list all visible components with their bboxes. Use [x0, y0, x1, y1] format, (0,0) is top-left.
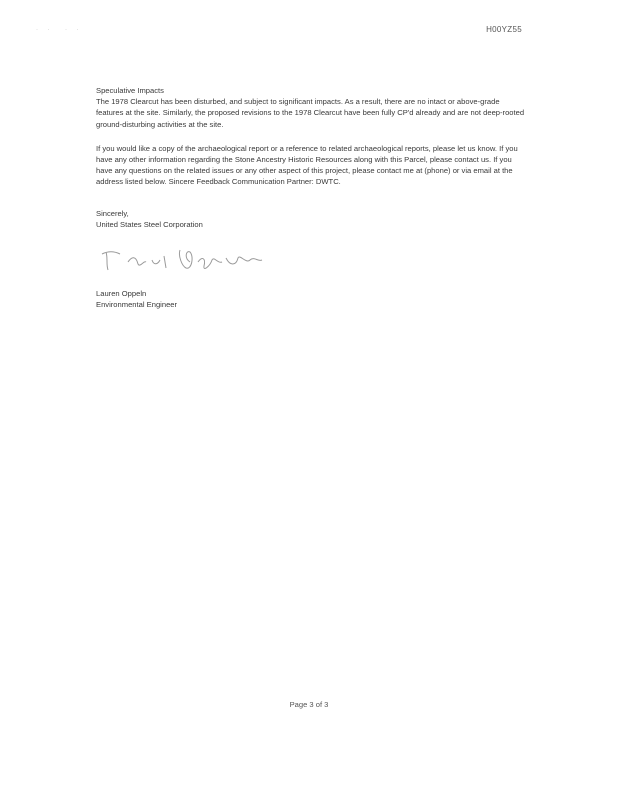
closing-block [96, 208, 528, 230]
section-heading: Speculative Impacts [96, 86, 164, 95]
document-id: H00YZ55 [486, 25, 522, 34]
handwritten-signature [100, 242, 270, 276]
scan-marks: · · · · [36, 27, 83, 33]
letter-body [96, 85, 528, 310]
paragraph-contact: If you would like a copy of the archaeological report or a reference to related archaeological reports, please let us know. If you have any other information regarding the Stone Ancestry Historic Resources along with this Parcel, please contact us. If you have any questions on the related issues or any other aspect of this project, please contact me at (phone) or via email at the address listed below. Sincere Feedback Communication Partner: DWTC. [96, 143, 518, 187]
signer-title: Environmental Engineer [96, 300, 178, 310]
signer-block [96, 288, 528, 310]
organization: United States Steel Corporation [96, 219, 203, 229]
page-number: Page 3 of 3 [289, 700, 329, 709]
signer-name: Lauren Oppeln [96, 289, 147, 299]
paragraph-impacts: The 1978 Clearcut has been disturbed, and subject to significant impacts. As a result, there are no intact or above-grade features at the site. Similarly, the proposed revisions to the 1978 Clearcut have been fully CP'd already and are not deep-rooted ground-disturbing activities at the site. [96, 97, 525, 129]
salutation: Sincerely, [96, 208, 129, 218]
